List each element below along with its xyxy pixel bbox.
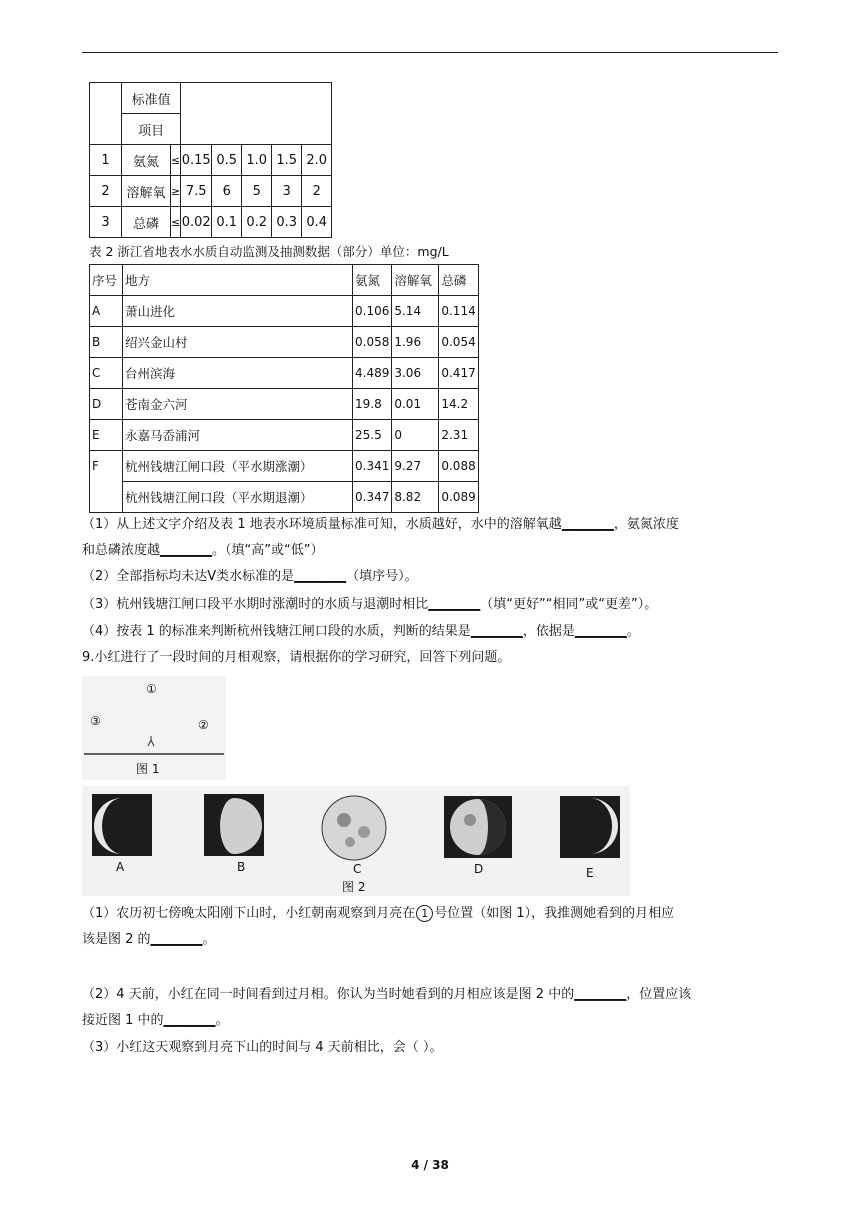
position-1-label: ① (146, 682, 157, 696)
observer-figure (148, 736, 154, 746)
answer-blank: ________ (574, 624, 627, 639)
phase-label-b: B (237, 860, 246, 874)
q8-part4: （4）按表 1 的标准来判断杭州钱塘江闸口段的水质，判断的结果是________，依据是________。 (82, 624, 640, 639)
moon-c (322, 796, 386, 860)
table-row: C 台州滨海 4.489 3.06 0.417 (90, 358, 479, 389)
water-standard-table (89, 82, 332, 238)
table-row: 2 溶解氧 ≥ 7.5 6 5 3 2 (90, 176, 332, 207)
phase-label-c: C (353, 862, 362, 876)
answer-blank: ________ (160, 543, 213, 558)
q9-part2-line1: （2）4 天前，小红在同一时间看到过月相。你认为当时她看到的月相应该是图 2 中的________，位置应该 (82, 987, 692, 1002)
phase-e-square (560, 796, 620, 858)
figure-1-caption: 图 1 (136, 762, 160, 776)
position-2-label: ② (198, 718, 209, 732)
q8-part1-line2: 和总磷浓度越________。（填“高”或“低”） (82, 543, 324, 558)
table-row: 1 氨氮 ≤ 0.15 0.5 1.0 1.5 2.0 (90, 145, 332, 176)
header-item: 项目 (122, 114, 181, 145)
q9-stem: 9.小红进行了一段时间的月相观察，请根据你的学习研究，回答下列问题。 (82, 650, 511, 665)
q9-part1-line2: 该是图 2 的________。 (82, 932, 216, 947)
answer-blank: ________ (574, 987, 627, 1002)
q9-part1-line1: （1）农历初七傍晚太阳刚下山时，小红朝南观察到月亮在 1 号位置（如图 1），我推测她看到的月相应 (82, 906, 675, 921)
circled-number: 1 (416, 905, 433, 922)
table-row: B 绍兴金山村 0.058 1.96 0.054 (90, 327, 479, 358)
answer-blank: ________ (561, 517, 614, 532)
table-row: 杭州钱塘江闸口段（平水期退潮） 0.347 8.82 0.089 (90, 482, 479, 513)
table2-caption: 表 2 浙江省地表水水质自动监测及抽测数据（部分）单位：mg/L (89, 244, 449, 259)
figure-2-caption: 图 2 (342, 880, 366, 894)
table-row: F 杭州钱塘江闸口段（平水期涨潮） 0.341 9.27 0.088 (90, 451, 479, 482)
figure-1-moon-positions (82, 676, 226, 780)
figure-2-moon-phases (82, 786, 630, 896)
phase-label-e: E (586, 866, 594, 880)
table-row: 3 总磷 ≤ 0.02 0.1 0.2 0.3 0.4 (90, 207, 332, 238)
answer-blank: ________ (428, 597, 481, 612)
phase-label-d: D (474, 862, 484, 876)
answer-blank: ________ (150, 932, 203, 947)
q9-part3: （3）小红这天观察到月亮下山的时间与 4 天前相比，会（ ）。 (82, 1040, 443, 1055)
header-rule (82, 52, 778, 53)
answer-blank: ________ (294, 569, 347, 584)
position-3-label: ③ (90, 714, 101, 728)
water-monitoring-table: 序号 地方 氨氮 溶解氧 总磷 A 萧山进化 0.106 5.14 0.114 B 绍兴金山村 0.058 1.96 0.054 C 台州滨海 4.489 3.06 0.417 D 苍南金六河 19.8 0.01 14.2 E 永嘉马岙浦河 25.5 0 2.31 F 杭州钱塘江闸口段（平水期涨潮） 0.341 9.27 0.088 杭州钱塘江闸口段（平水期退潮） 0.347 8.82 0.089 (89, 264, 479, 513)
answer-blank: ________ (163, 1013, 216, 1028)
q8-part3: （3）杭州钱塘江闸口段平水期时涨潮时的水质与退潮时相比________（填“更好”“相同”或“更差”）。 (82, 597, 658, 612)
q8-part2: （2）全部指标均未达Ⅴ类水标准的是________（填序号）。 (82, 569, 418, 584)
table-row: D 苍南金六河 19.8 0.01 14.2 (90, 389, 479, 420)
phase-label-a: A (116, 860, 125, 874)
header-standard: 标准值 (122, 83, 181, 114)
page-number: 4 / 38 (411, 1158, 449, 1172)
q9-part2-line2: 接近图 1 中的________。 (82, 1013, 229, 1028)
table-row: A 萧山进化 0.106 5.14 0.114 (90, 296, 479, 327)
answer-blank: ________ (470, 624, 523, 639)
table-row: E 永嘉马岙浦河 25.5 0 2.31 (90, 420, 479, 451)
q8-part1-line1: （1）从上述文字介绍及表 1 地表水环境质量标准可知，水质越好，水中的溶解氧越________，氨氮浓度 (82, 517, 679, 532)
